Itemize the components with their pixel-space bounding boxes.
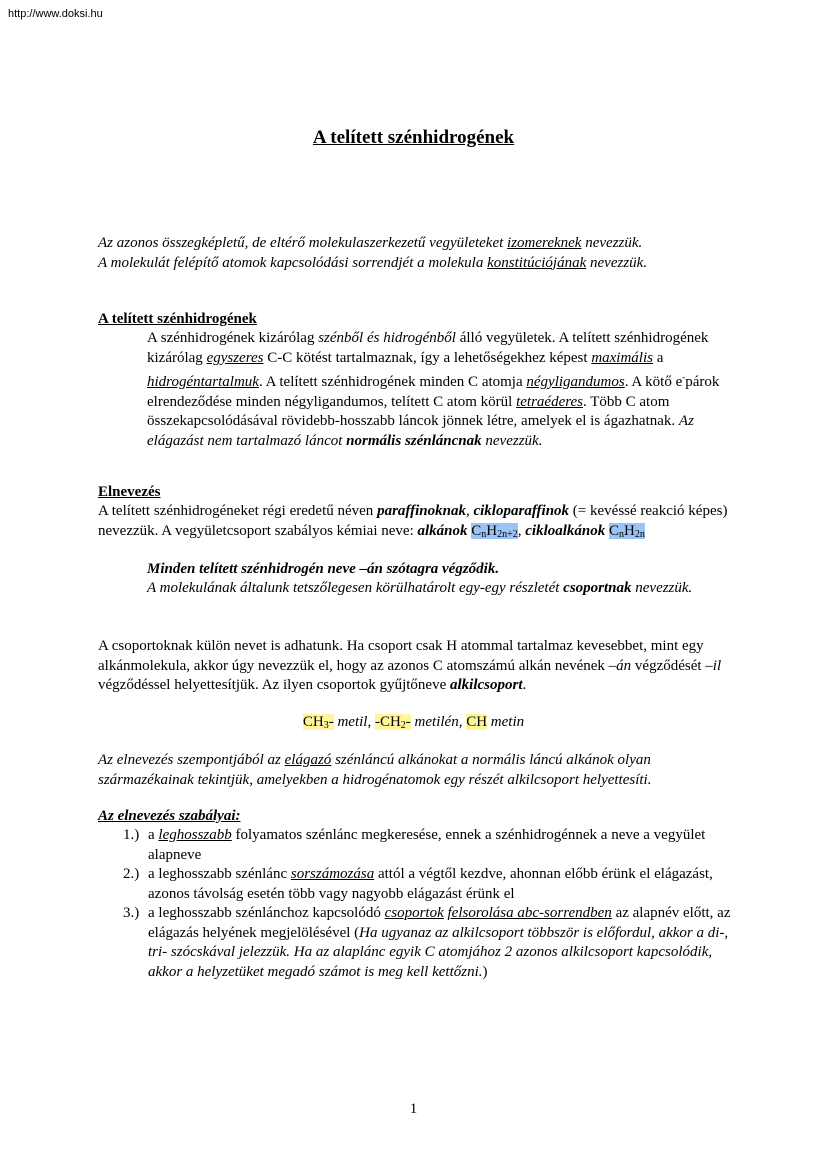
- methyl-formula: $CH_3-$: [302, 714, 334, 731]
- alkyl-paragraph: A csoportoknak külön nevet is adhatunk. Ha csoport csak H atommal tartalmaz kevesebbet, mint egy alkánmolekula, akkor úgy nevezzük el, hogy az azonos C atomszámú alkán nevének –án végződését –il végződéssel helyettesítjük. Az ilyen csoportok gyűjtőneve alkilcsoport.: [98, 638, 722, 693]
- section-heading-naming: Elnevezés: [98, 484, 161, 500]
- section2-paragraph: A telített szénhidrogéneket régi eredetű néven paraffinoknak, cikloparaffinok (= kevéssé reakció képes) nevezzük. A vegyületcsoport szabályos kémiai neve: alkánok $C_nH_{2n+2}$, cikloalkánok $C_nH_{2n}$: [98, 503, 728, 540]
- alkyl-groups-line: $CH_3-$ metil, $-CH_2-$ metilén, CH metin: [302, 714, 525, 731]
- group-definition: A molekulának általunk tetszőlegesen körülhatárolt egy-egy részletét csoportnak nevezzük.: [147, 580, 693, 596]
- page-title: A telített szénhidrogének: [312, 127, 515, 148]
- methylene-formula: $-CH_2-$: [374, 714, 411, 731]
- list-item: 1.) a leghosszabb folyamatos szénlánc megkeresése, ennek a szénhidrogénnek a neve a vegyület alapneve: [123, 827, 706, 863]
- naming-rule: Minden telített szénhidrogén neve –án szótagra végződik.: [147, 561, 500, 577]
- intro-paragraph: Az azonos összegképletű, de eltérő molekulaszerkezetű vegyületeket izomereknek nevezzük. A molekulát felépítő atomok kapcsolódási sorrendjét a molekula konstitúciójának nevezzük.: [98, 235, 648, 271]
- section-heading-saturated: A telített szénhidrogének: [98, 311, 257, 327]
- rules-heading: Az elnevezés szabályai:: [98, 808, 241, 824]
- alkane-formula: $C_nH_{2n+2}$: [471, 522, 518, 540]
- source-url[interactable]: http://www.doksi.hu: [8, 8, 103, 20]
- cycloalkane-formula: $C_nH_{2n}$: [609, 522, 645, 540]
- list-item: 3.) a leghosszabb szénlánchoz kapcsolódó csoportok felsorolása abc-sorrendben az alapnév előtt, az elágazás helyének megjelölésével (Ha ugyanaz az alkilcsoport többször is előfordul, akkor a di-, tri- szócskával jelezzük. Ha az alaplánc egyik C atomjához 2 azonos alkilcsoport kapcsolódik, akkor a helyzetüket megadó számot is meg kell kettőzni.): [123, 905, 731, 980]
- page-number: 1: [409, 1101, 418, 1117]
- methine-formula: CH: [466, 714, 488, 730]
- rules-list: [98, 826, 738, 982]
- list-item: 2.) a leghosszabb szénlánc sorszámozása attól a végtől kezdve, ahonnan előbb érünk el elágazást, azonos távolság esetén több vagy nagyobb elágazást érünk el: [123, 866, 713, 902]
- branched-paragraph: Az elnevezés szempontjából az elágazó szénláncú alkánokat a normális láncú alkánok olyan származékainak tekintjük, amelyekben a hidrogénatomok egy részét alkilcsoport helyettesíti.: [98, 752, 652, 788]
- section1-paragraph: A szénhidrogének kizárólag szénből és hidrogénből álló vegyületek. A telített szénhidrogének kizárólag egyszeres C-C kötést tartalmaznak, így a lehetőségekhez képest maximális a hidrogéntartalmuk. A telített szénhidrogének minden C atomja négyligandumos. A kötő e-párok elrendeződése minden négyligandumos, telített C atom körül tetraéderes. Több C atom összekapcsolódásával rövidebb-hosszabb láncok jönnek létre, amelyek el is ágazhatnak. Az elágazást nem tartalmazó láncot normális szénláncnak nevezzük.: [147, 330, 720, 449]
